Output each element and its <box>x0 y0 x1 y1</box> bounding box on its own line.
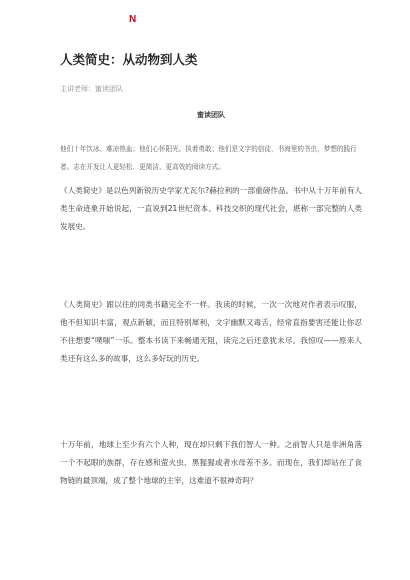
brand-logo: N <box>129 14 137 25</box>
team-name-heading: 蜜读团队 <box>197 111 225 119</box>
article-title: 人类简史：从动物到人类 <box>60 52 198 67</box>
lecturer-line: 主讲老师：蜜读团队 <box>60 85 123 93</box>
paragraph-3: 十万年前，地球上至少有六个人种，现在却只剩下我们智人一种。之前智人只是非洲角落一个不起眼的族群，存在感和萤火虫、黑猩猩或者水母差不多。而现在，我们却站在了食物链的最顶端，成了整个地球的主宰，这难道不很神奇吗？ <box>60 440 362 485</box>
paragraph-2: 《人类简史》跟以往的同类书籍完全不一样。我读的时候，一次一次地对作者表示叹服，他不但知识丰富，观点新颖，而且特别犀利，文字幽默又毒舌，经常直指要害还能让你忍不住想要“噗嗤”一乐。整本书读下来畅通无阻，读完之后还意犹未尽。我惊叹——原来人类还有这么多的故事，这么多好玩的历史。 <box>60 300 362 363</box>
team-intro: 他们十年饮冰、难凉热血；他们心怀阳光、执着勇敢；他们是文字的信徒，书海里的书虫，梦想的践行者。志在开发让人更轻松、更简洁、更高效的阅读方式。 <box>60 145 357 171</box>
paragraph-1: 《人类简史》是以色列新锐历史学家尤瓦尔?赫拉利的一部重磅作品。书中从十万年前有人类生命迹象开始说起，一直说到21世纪资本、科技交织的现代社会，堪称一部完整的人类发展史。 <box>60 186 362 231</box>
